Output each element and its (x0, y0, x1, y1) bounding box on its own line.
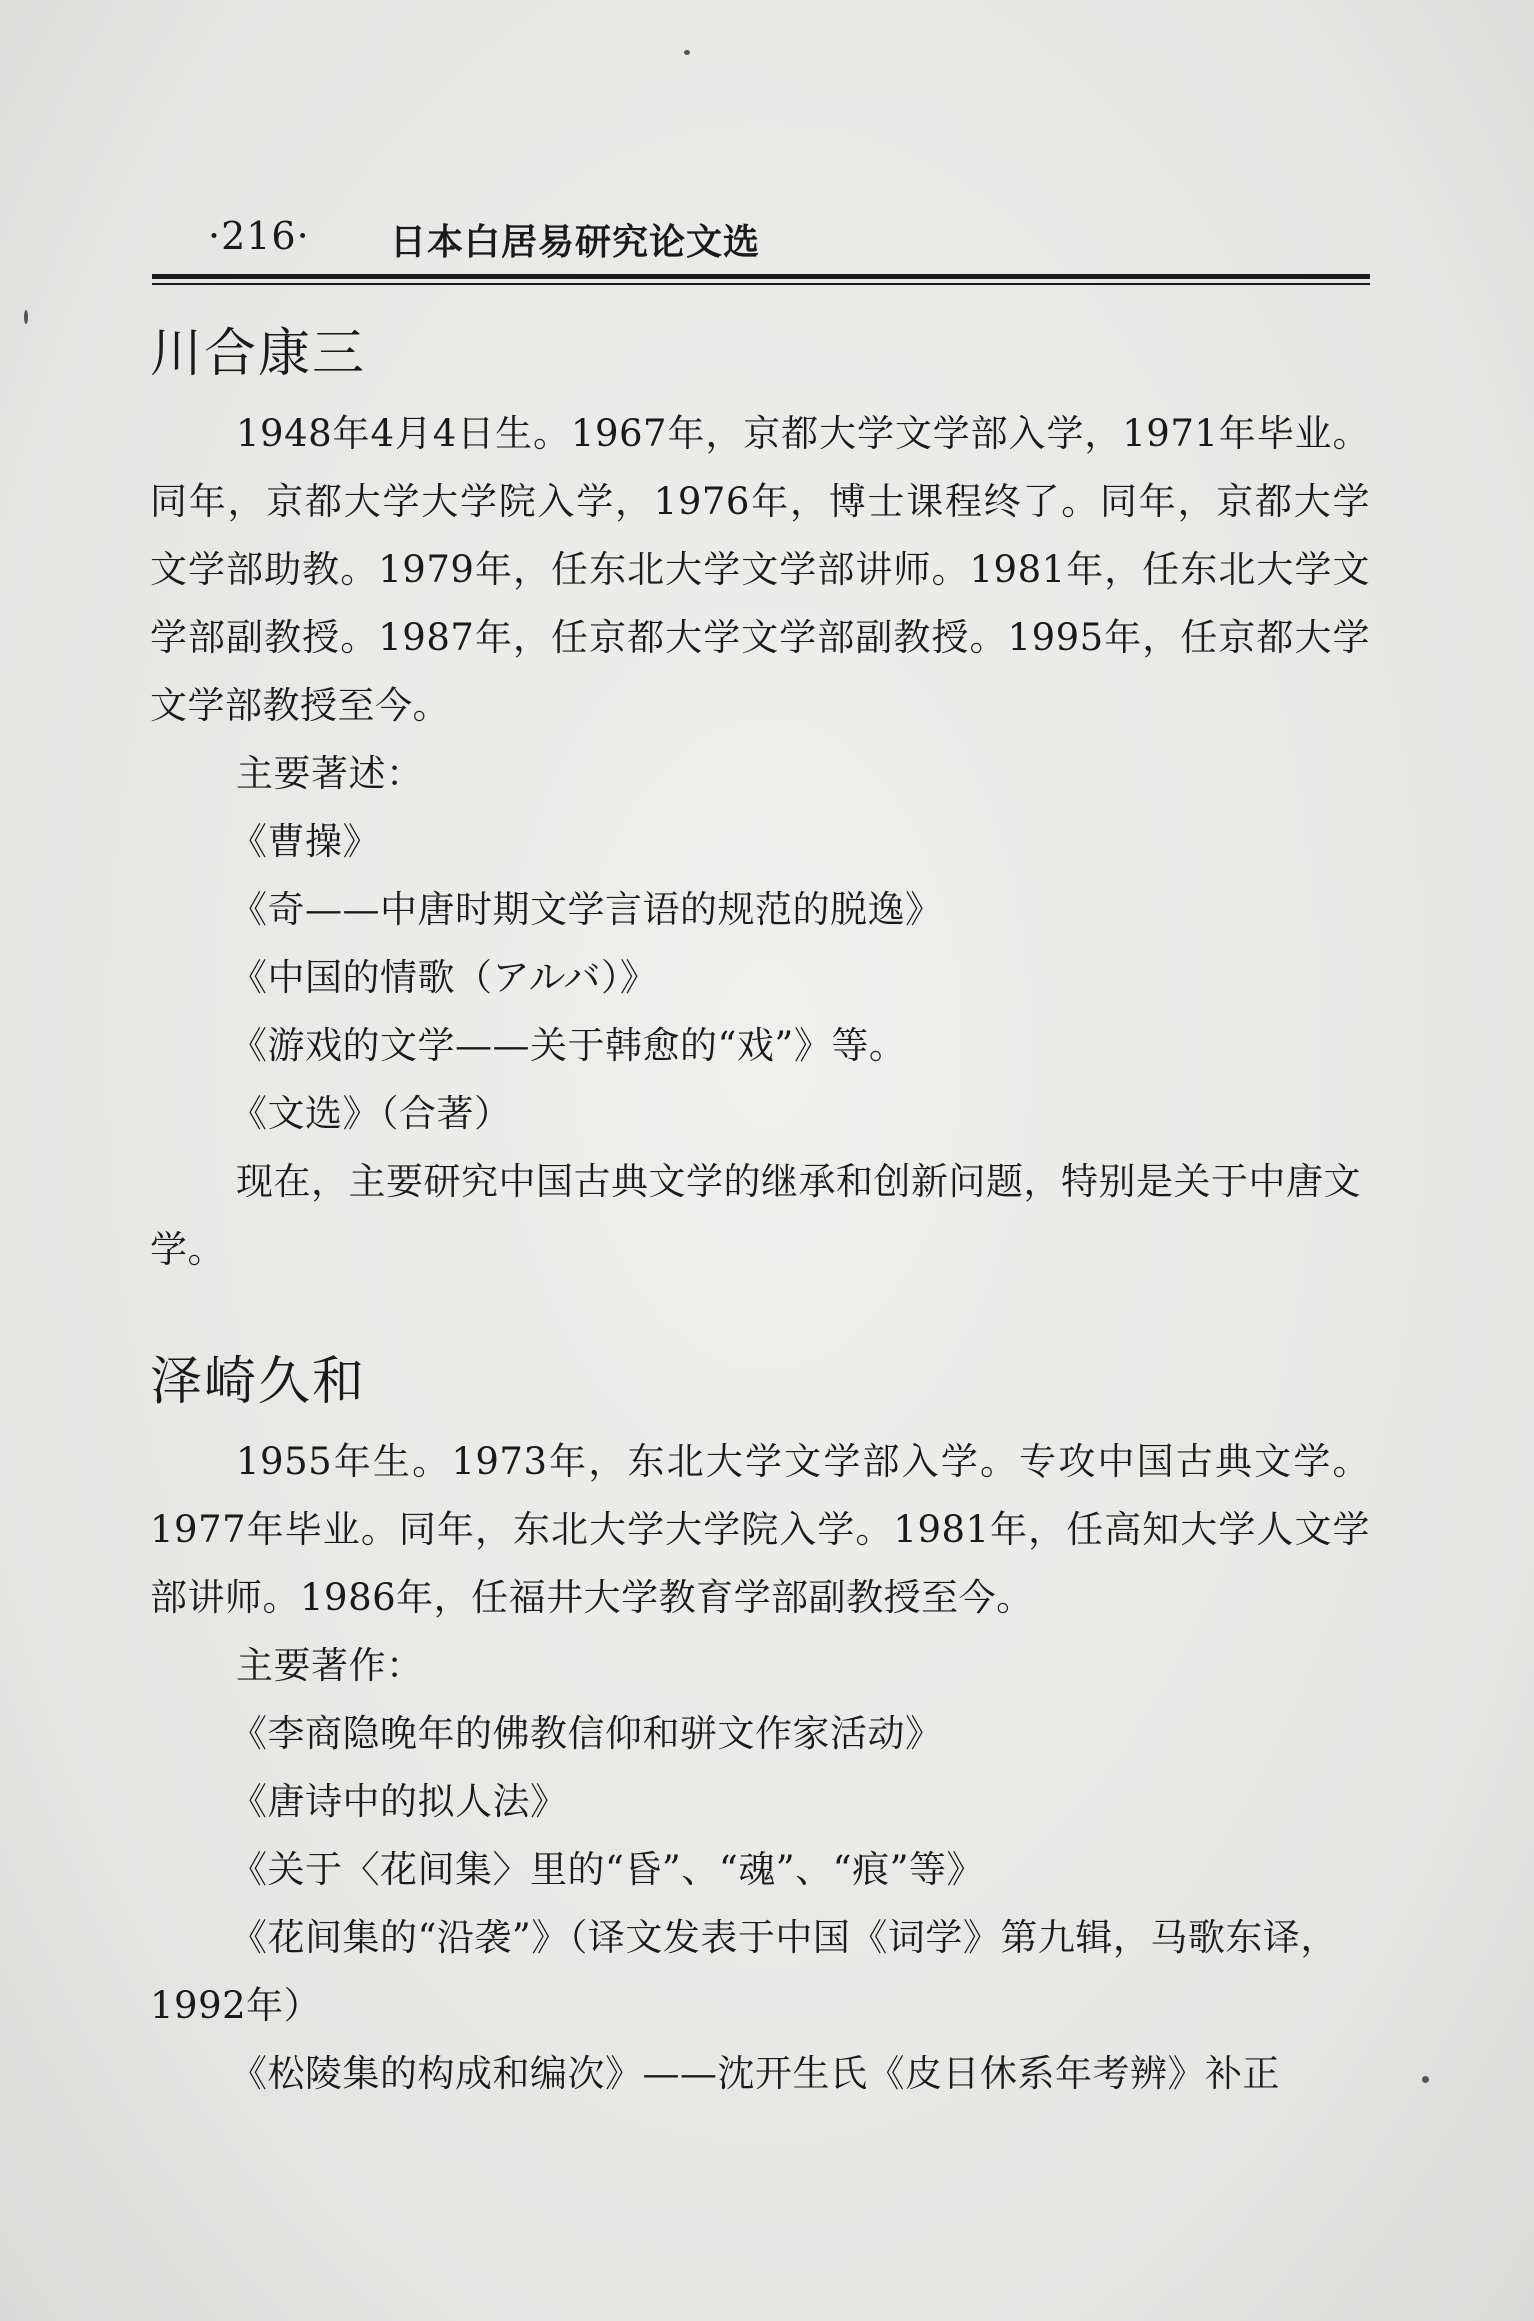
research-note: 现在，主要研究中国古典文学的继承和创新问题，特别是关于中唐文学。 (150, 1160, 1361, 1271)
work-item: 《曹操》 (230, 820, 380, 863)
work-item: 《唐诗中的拟人法》 (230, 1780, 568, 1823)
header-rule-thin (152, 283, 1370, 285)
author-bio: 1948年4月4日生。1967年，京都大学文学部入学，1971年毕业。同年，京都大学大学院入学，1976年，博士课程终了。同年，京都大学文学部助教。1979年，任东北大学文学部讲师。1981年，任东北大学文学部副教授。1987年，任京都大学文学部副教授。1995年，任京都大学文学部教授至今。 (150, 412, 1370, 727)
work-item: 《文选》（合著） (230, 1092, 512, 1135)
work-item: 《关于〈花间集〉里的“昏”、“魂”、“痕”等》 (230, 1848, 984, 1891)
work-item: 《游戏的文学——关于韩愈的“戏”》等。 (230, 1024, 907, 1067)
paper-speck (24, 310, 28, 324)
work-item: 《中国的情歌（アルバ）》 (230, 956, 658, 999)
header-rule-thick (152, 274, 1370, 279)
works-heading: 主要著述： (236, 752, 424, 795)
author-name: 泽崎久和 (150, 1352, 367, 1412)
work-item: 《奇——中唐时期文学言语的规范的脱逸》 (230, 888, 943, 931)
work-item: 《松陵集的构成和编次》——沈开生氏《皮日休系年考辨》补正 (230, 2052, 1280, 2095)
author-entry-sawazaki (150, 1346, 1370, 2108)
page-number: ·216· (208, 214, 310, 258)
running-header (150, 210, 1370, 270)
works-heading: 主要著作： (236, 1644, 424, 1687)
paper-speck (1422, 2076, 1429, 2083)
author-name: 川合康三 (150, 324, 367, 384)
paper-speck (684, 50, 690, 55)
work-item: 《李商隐晚年的佛教信仰和骈文作家活动》 (230, 1712, 943, 1755)
book-title: 日本白居易研究论文选 (390, 222, 761, 263)
page-body (150, 318, 1370, 2108)
work-item: 《花间集的“沿袭”》（译文发表于中国《词学》第九辑，马歌东译，1992年） (150, 1916, 1338, 2027)
author-entry-kawai (150, 318, 1370, 1284)
author-bio: 1955年生。1973年，东北大学文学部入学。专攻中国古典文学。1977年毕业。同年，东北大学大学院入学。1981年，任高知大学人文学部讲师。1986年，任福井大学教育学部副教授至今。 (150, 1440, 1370, 1619)
